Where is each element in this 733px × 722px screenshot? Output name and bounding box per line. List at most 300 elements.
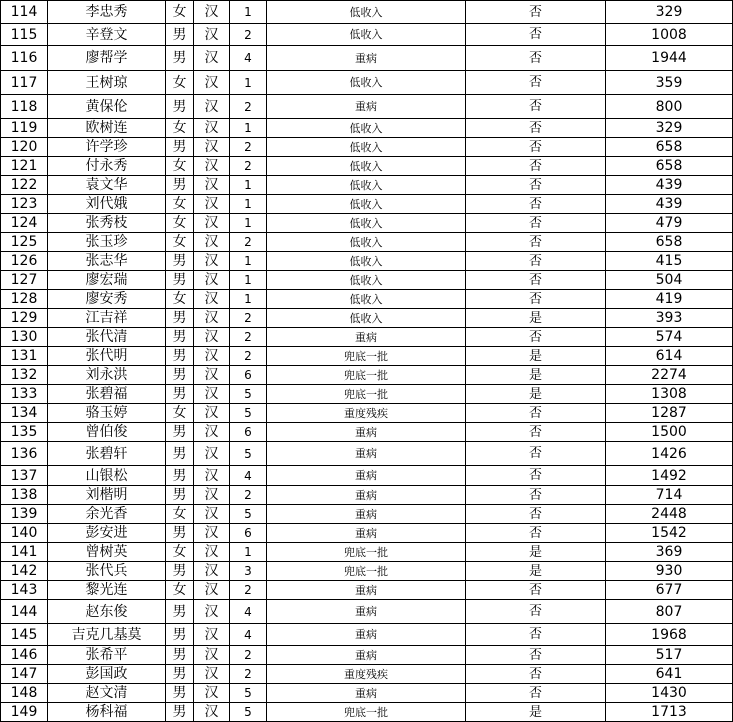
ethnicity-cell: 汉 (194, 290, 230, 309)
table-row (1, 233, 733, 252)
name-cell: 刘永洪 (48, 366, 166, 385)
amount-cell: 1430 (606, 684, 733, 703)
ethnicity-cell: 汉 (194, 442, 230, 466)
household-size-cell: 4 (230, 46, 267, 71)
row-number: 121 (1, 157, 48, 176)
table-row (1, 71, 733, 95)
ethnicity-cell: 汉 (194, 271, 230, 290)
category-cell: 重病 (267, 423, 466, 442)
household-size-cell: 2 (230, 24, 267, 46)
yes-no-cell: 否 (466, 24, 606, 46)
row-number: 131 (1, 347, 48, 366)
name-cell: 曾树英 (48, 543, 166, 562)
table-row (1, 24, 733, 46)
table-row (1, 309, 733, 328)
name-cell: 刘楷明 (48, 486, 166, 505)
row-number: 147 (1, 665, 48, 684)
yes-no-cell: 否 (466, 442, 606, 466)
household-size-cell: 1 (230, 1, 267, 24)
row-number: 141 (1, 543, 48, 562)
household-size-cell: 2 (230, 95, 267, 119)
yes-no-cell: 否 (466, 119, 606, 138)
row-number: 140 (1, 524, 48, 543)
category-cell: 低收入 (267, 233, 466, 252)
row-number: 127 (1, 271, 48, 290)
ethnicity-cell: 汉 (194, 252, 230, 271)
table-body (1, 1, 733, 722)
gender-cell: 男 (166, 624, 194, 646)
row-number: 139 (1, 505, 48, 524)
ethnicity-cell: 汉 (194, 95, 230, 119)
yes-no-cell: 是 (466, 309, 606, 328)
table-row (1, 442, 733, 466)
category-cell: 重度残疾 (267, 665, 466, 684)
household-size-cell: 1 (230, 290, 267, 309)
name-cell: 欧树连 (48, 119, 166, 138)
category-cell: 低收入 (267, 290, 466, 309)
row-number: 114 (1, 1, 48, 24)
table-row (1, 385, 733, 404)
category-cell: 重病 (267, 684, 466, 703)
table-row (1, 524, 733, 543)
name-cell: 杨科福 (48, 703, 166, 722)
gender-cell: 男 (166, 442, 194, 466)
gender-cell: 女 (166, 290, 194, 309)
amount-cell: 415 (606, 252, 733, 271)
row-number: 122 (1, 176, 48, 195)
gender-cell: 女 (166, 1, 194, 24)
name-cell: 赵文清 (48, 684, 166, 703)
ethnicity-cell: 汉 (194, 366, 230, 385)
household-size-cell: 2 (230, 581, 267, 600)
gender-cell: 女 (166, 195, 194, 214)
household-size-cell: 6 (230, 524, 267, 543)
name-cell: 黎光连 (48, 581, 166, 600)
name-cell: 山银松 (48, 466, 166, 486)
table-row (1, 684, 733, 703)
row-number: 125 (1, 233, 48, 252)
ethnicity-cell: 汉 (194, 119, 230, 138)
amount-cell: 1008 (606, 24, 733, 46)
category-cell: 兜底一批 (267, 562, 466, 581)
amount-cell: 329 (606, 119, 733, 138)
category-cell: 低收入 (267, 157, 466, 176)
row-number: 142 (1, 562, 48, 581)
yes-no-cell: 否 (466, 233, 606, 252)
gender-cell: 男 (166, 423, 194, 442)
household-size-cell: 4 (230, 600, 267, 624)
row-number: 144 (1, 600, 48, 624)
table-row (1, 581, 733, 600)
amount-cell: 393 (606, 309, 733, 328)
gender-cell: 女 (166, 404, 194, 423)
table-row (1, 176, 733, 195)
gender-cell: 男 (166, 138, 194, 157)
category-cell: 低收入 (267, 214, 466, 233)
ethnicity-cell: 汉 (194, 24, 230, 46)
table-row (1, 646, 733, 665)
yes-no-cell: 否 (466, 600, 606, 624)
ethnicity-cell: 汉 (194, 1, 230, 24)
name-cell: 彭国政 (48, 665, 166, 684)
ethnicity-cell: 汉 (194, 328, 230, 347)
name-cell: 吉克几基莫 (48, 624, 166, 646)
table-row (1, 138, 733, 157)
gender-cell: 男 (166, 95, 194, 119)
amount-cell: 504 (606, 271, 733, 290)
household-size-cell: 2 (230, 157, 267, 176)
table-row (1, 347, 733, 366)
name-cell: 江吉祥 (48, 309, 166, 328)
household-size-cell: 1 (230, 252, 267, 271)
row-number: 130 (1, 328, 48, 347)
ethnicity-cell: 汉 (194, 71, 230, 95)
table-row (1, 252, 733, 271)
category-cell: 重病 (267, 624, 466, 646)
ethnicity-cell: 汉 (194, 646, 230, 665)
name-cell: 黄保伦 (48, 95, 166, 119)
row-number: 132 (1, 366, 48, 385)
amount-cell: 1492 (606, 466, 733, 486)
amount-cell: 2274 (606, 366, 733, 385)
ethnicity-cell: 汉 (194, 309, 230, 328)
name-cell: 张代明 (48, 347, 166, 366)
household-size-cell: 2 (230, 646, 267, 665)
household-size-cell: 5 (230, 385, 267, 404)
ethnicity-cell: 汉 (194, 423, 230, 442)
name-cell: 廖帮学 (48, 46, 166, 71)
category-cell: 兜底一批 (267, 543, 466, 562)
household-size-cell: 1 (230, 195, 267, 214)
name-cell: 张碧轩 (48, 442, 166, 466)
gender-cell: 女 (166, 543, 194, 562)
gender-cell: 男 (166, 366, 194, 385)
category-cell: 重病 (267, 505, 466, 524)
table-row (1, 543, 733, 562)
category-cell: 低收入 (267, 271, 466, 290)
gender-cell: 男 (166, 24, 194, 46)
gender-cell: 女 (166, 581, 194, 600)
gender-cell: 男 (166, 562, 194, 581)
row-number: 117 (1, 71, 48, 95)
household-size-cell: 2 (230, 347, 267, 366)
amount-cell: 1426 (606, 442, 733, 466)
gender-cell: 男 (166, 466, 194, 486)
amount-cell: 930 (606, 562, 733, 581)
row-number: 124 (1, 214, 48, 233)
yes-no-cell: 否 (466, 665, 606, 684)
category-cell: 低收入 (267, 1, 466, 24)
ethnicity-cell: 汉 (194, 543, 230, 562)
yes-no-cell: 是 (466, 543, 606, 562)
yes-no-cell: 否 (466, 46, 606, 71)
category-cell: 低收入 (267, 252, 466, 271)
name-cell: 张玉珍 (48, 233, 166, 252)
yes-no-cell: 否 (466, 486, 606, 505)
category-cell: 重病 (267, 600, 466, 624)
row-number: 118 (1, 95, 48, 119)
row-number: 149 (1, 703, 48, 722)
category-cell: 兜底一批 (267, 703, 466, 722)
amount-cell: 658 (606, 138, 733, 157)
yes-no-cell: 否 (466, 646, 606, 665)
name-cell: 王树琼 (48, 71, 166, 95)
yes-no-cell: 是 (466, 385, 606, 404)
yes-no-cell: 否 (466, 423, 606, 442)
household-size-cell: 4 (230, 624, 267, 646)
amount-cell: 419 (606, 290, 733, 309)
category-cell: 重病 (267, 524, 466, 543)
ethnicity-cell: 汉 (194, 562, 230, 581)
name-cell: 李忠秀 (48, 1, 166, 24)
category-cell: 兜底一批 (267, 366, 466, 385)
ethnicity-cell: 汉 (194, 684, 230, 703)
table-row (1, 404, 733, 423)
row-number: 146 (1, 646, 48, 665)
row-number: 126 (1, 252, 48, 271)
name-cell: 廖安秀 (48, 290, 166, 309)
household-size-cell: 1 (230, 543, 267, 562)
amount-cell: 614 (606, 347, 733, 366)
row-number: 119 (1, 119, 48, 138)
yes-no-cell: 否 (466, 466, 606, 486)
row-number: 138 (1, 486, 48, 505)
row-number: 135 (1, 423, 48, 442)
gender-cell: 男 (166, 271, 194, 290)
yes-no-cell: 否 (466, 581, 606, 600)
ethnicity-cell: 汉 (194, 524, 230, 543)
name-cell: 张代清 (48, 328, 166, 347)
amount-cell: 2448 (606, 505, 733, 524)
household-size-cell: 5 (230, 684, 267, 703)
household-size-cell: 6 (230, 366, 267, 385)
yes-no-cell: 否 (466, 195, 606, 214)
yes-no-cell: 否 (466, 271, 606, 290)
yes-no-cell: 否 (466, 684, 606, 703)
name-cell: 袁文华 (48, 176, 166, 195)
household-size-cell: 2 (230, 233, 267, 252)
amount-cell: 439 (606, 195, 733, 214)
amount-cell: 369 (606, 543, 733, 562)
gender-cell: 男 (166, 646, 194, 665)
household-size-cell: 5 (230, 505, 267, 524)
gender-cell: 男 (166, 176, 194, 195)
table-row (1, 703, 733, 722)
category-cell: 低收入 (267, 71, 466, 95)
category-cell: 兜底一批 (267, 385, 466, 404)
name-cell: 张碧福 (48, 385, 166, 404)
category-cell: 重病 (267, 328, 466, 347)
yes-no-cell: 否 (466, 157, 606, 176)
amount-cell: 641 (606, 665, 733, 684)
gender-cell: 男 (166, 665, 194, 684)
gender-cell: 男 (166, 524, 194, 543)
amount-cell: 439 (606, 176, 733, 195)
yes-no-cell: 否 (466, 290, 606, 309)
amount-cell: 658 (606, 233, 733, 252)
name-cell: 廖宏瑞 (48, 271, 166, 290)
name-cell: 刘代娥 (48, 195, 166, 214)
row-number: 129 (1, 309, 48, 328)
amount-cell: 807 (606, 600, 733, 624)
yes-no-cell: 否 (466, 1, 606, 24)
ethnicity-cell: 汉 (194, 195, 230, 214)
category-cell: 重病 (267, 466, 466, 486)
household-size-cell: 1 (230, 119, 267, 138)
amount-cell: 479 (606, 214, 733, 233)
amount-cell: 1308 (606, 385, 733, 404)
category-cell: 重病 (267, 442, 466, 466)
category-cell: 低收入 (267, 176, 466, 195)
gender-cell: 男 (166, 309, 194, 328)
ethnicity-cell: 汉 (194, 46, 230, 71)
row-number: 145 (1, 624, 48, 646)
name-cell: 张秀枝 (48, 214, 166, 233)
yes-no-cell: 否 (466, 505, 606, 524)
amount-cell: 1968 (606, 624, 733, 646)
household-size-cell: 2 (230, 486, 267, 505)
gender-cell: 男 (166, 46, 194, 71)
name-cell: 辛登文 (48, 24, 166, 46)
table-row (1, 214, 733, 233)
household-size-cell: 2 (230, 665, 267, 684)
ethnicity-cell: 汉 (194, 581, 230, 600)
yes-no-cell: 否 (466, 524, 606, 543)
row-number: 123 (1, 195, 48, 214)
gender-cell: 男 (166, 385, 194, 404)
household-size-cell: 1 (230, 271, 267, 290)
table-row (1, 157, 733, 176)
amount-cell: 1287 (606, 404, 733, 423)
ethnicity-cell: 汉 (194, 624, 230, 646)
table-row (1, 119, 733, 138)
ethnicity-cell: 汉 (194, 385, 230, 404)
category-cell: 重病 (267, 46, 466, 71)
category-cell: 兜底一批 (267, 347, 466, 366)
gender-cell: 男 (166, 684, 194, 703)
household-size-cell: 5 (230, 703, 267, 722)
yes-no-cell: 否 (466, 328, 606, 347)
name-cell: 许学珍 (48, 138, 166, 157)
gender-cell: 男 (166, 486, 194, 505)
amount-cell: 574 (606, 328, 733, 347)
row-number: 116 (1, 46, 48, 71)
yes-no-cell: 否 (466, 404, 606, 423)
table-row (1, 328, 733, 347)
table-row (1, 466, 733, 486)
amount-cell: 329 (606, 1, 733, 24)
row-number: 136 (1, 442, 48, 466)
household-size-cell: 2 (230, 138, 267, 157)
ethnicity-cell: 汉 (194, 703, 230, 722)
row-number: 133 (1, 385, 48, 404)
household-size-cell: 6 (230, 423, 267, 442)
table-row (1, 624, 733, 646)
amount-cell: 677 (606, 581, 733, 600)
gender-cell: 女 (166, 214, 194, 233)
amount-cell: 517 (606, 646, 733, 665)
yes-no-cell: 否 (466, 71, 606, 95)
ethnicity-cell: 汉 (194, 347, 230, 366)
household-size-cell: 2 (230, 309, 267, 328)
yes-no-cell: 是 (466, 366, 606, 385)
name-cell: 骆玉婷 (48, 404, 166, 423)
amount-cell: 1500 (606, 423, 733, 442)
category-cell: 重病 (267, 486, 466, 505)
category-cell: 低收入 (267, 309, 466, 328)
table-row (1, 486, 733, 505)
category-cell: 重病 (267, 581, 466, 600)
household-size-cell: 2 (230, 328, 267, 347)
household-size-cell: 5 (230, 442, 267, 466)
yes-no-cell: 否 (466, 624, 606, 646)
gender-cell: 男 (166, 252, 194, 271)
yes-no-cell: 是 (466, 703, 606, 722)
ethnicity-cell: 汉 (194, 486, 230, 505)
ethnicity-cell: 汉 (194, 505, 230, 524)
gender-cell: 女 (166, 119, 194, 138)
name-cell: 曾伯俊 (48, 423, 166, 442)
row-number: 120 (1, 138, 48, 157)
household-size-cell: 4 (230, 466, 267, 486)
name-cell: 赵东俊 (48, 600, 166, 624)
name-cell: 张志华 (48, 252, 166, 271)
gender-cell: 男 (166, 328, 194, 347)
gender-cell: 男 (166, 347, 194, 366)
row-number: 128 (1, 290, 48, 309)
name-cell: 张希平 (48, 646, 166, 665)
category-cell: 低收入 (267, 138, 466, 157)
household-size-cell: 1 (230, 176, 267, 195)
yes-no-cell: 否 (466, 214, 606, 233)
household-size-cell: 5 (230, 404, 267, 423)
yes-no-cell: 否 (466, 95, 606, 119)
table-row (1, 271, 733, 290)
name-cell: 余光香 (48, 505, 166, 524)
table-row (1, 46, 733, 71)
gender-cell: 女 (166, 233, 194, 252)
amount-cell: 714 (606, 486, 733, 505)
yes-no-cell: 否 (466, 176, 606, 195)
category-cell: 低收入 (267, 119, 466, 138)
ethnicity-cell: 汉 (194, 600, 230, 624)
row-number: 134 (1, 404, 48, 423)
ethnicity-cell: 汉 (194, 665, 230, 684)
ethnicity-cell: 汉 (194, 233, 230, 252)
table-row (1, 366, 733, 385)
ethnicity-cell: 汉 (194, 466, 230, 486)
row-number: 137 (1, 466, 48, 486)
category-cell: 低收入 (267, 24, 466, 46)
ethnicity-cell: 汉 (194, 138, 230, 157)
gender-cell: 男 (166, 703, 194, 722)
amount-cell: 1713 (606, 703, 733, 722)
table-row (1, 665, 733, 684)
amount-cell: 359 (606, 71, 733, 95)
name-cell: 彭安进 (48, 524, 166, 543)
household-size-cell: 1 (230, 71, 267, 95)
name-cell: 张代兵 (48, 562, 166, 581)
yes-no-cell: 否 (466, 138, 606, 157)
table-row (1, 600, 733, 624)
table-row (1, 195, 733, 214)
category-cell: 重病 (267, 646, 466, 665)
household-size-cell: 1 (230, 214, 267, 233)
amount-cell: 1542 (606, 524, 733, 543)
ethnicity-cell: 汉 (194, 404, 230, 423)
gender-cell: 女 (166, 505, 194, 524)
row-number: 148 (1, 684, 48, 703)
